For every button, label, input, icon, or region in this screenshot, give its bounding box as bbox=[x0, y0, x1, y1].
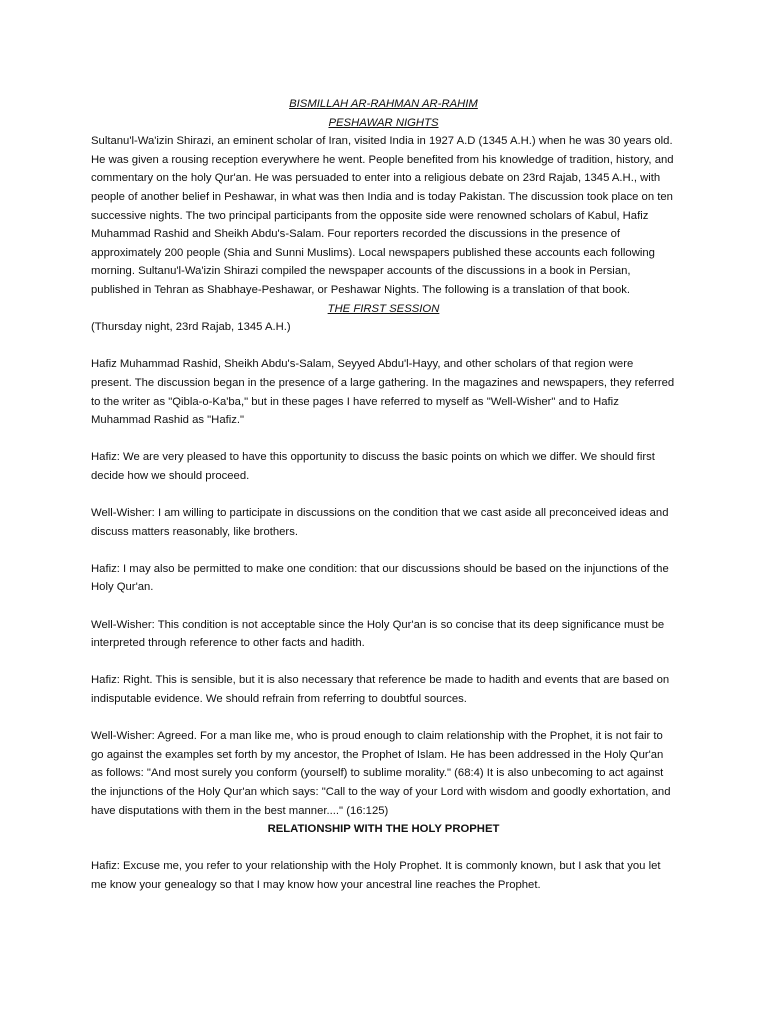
paragraph-gap bbox=[91, 541, 676, 560]
intro-paragraph: Sultanu'l-Wa'izin Shirazi, an eminent scholar of Iran, visited India in 1927 A.D (1345 A.H.) when he was 30 years old. He was given a rousing reception everywhere he went. People benefited from his knowledge of tradition, history, and commentary on the holy Qur'an. He was persuaded to enter into a religious debate on 23rd Rajab, 1345 A.H., with people of another belief in Peshawar, in what was then India and is today Pakistan. The discussion took place on ten successive nights. The two principal participants from the opposite side were renowned scholars of Kabul, Hafiz Muhammad Rashid and Sheikh Abdu's-Salam. Four reporters recorded the discussions in the presence of approximately 200 people (Shia and Sunni Muslims). Local newspapers published these accounts each following morning. Sultanu'l-Wa'izin Shirazi compiled the newspaper accounts of the discussions in a book in Persian, published in Tehran as Shabhaye-Peshawar, or Peshawar Nights. The following is a translation of that book. bbox=[91, 135, 674, 296]
paragraph-gap bbox=[91, 597, 676, 616]
paragraph-gap bbox=[91, 653, 676, 672]
document-title: BISMILLAH AR-RAHMAN AR-RAHIM bbox=[289, 98, 478, 110]
paragraph-gap bbox=[91, 839, 676, 858]
body-paragraph: Hafiz: Right. This is sensible, but it is also necessary that reference be made to hadith and events that are based on indisputable evidence. We should refrain from referring to doubtful sources. bbox=[91, 674, 670, 705]
body-paragraph: Hafiz: Excuse me, you refer to your relationship with the Holy Prophet. It is commonly known, but I ask that you let me know your genealogy so that I may know how your ancestral line reaches the Prophet. bbox=[91, 860, 661, 891]
body-paragraph: Well-Wisher: This condition is not acceptable since the Holy Qur'an is so concise that its deep significance must be interpreted through reference to other facts and hadith. bbox=[91, 618, 665, 650]
paragraph-gap bbox=[91, 430, 676, 449]
document-page bbox=[91, 95, 676, 895]
body-paragraph: Well-Wisher: Agreed. For a man like me, who is proud enough to claim relationship with the Prophet, it is not fair to go against the examples set forth by my ancestor, the Prophet of Islam. He has been addressed in the Holy Qur'an as follows: "And most surely you conform (yourself) to sublime morality." (68:4) It is also unbecoming to act against the injunctions of the Holy Qur'an which says: "Call to the way of your Lord with wisdom and goodly exhortation, and have disputations with them in the best manner...." (16:125) bbox=[91, 730, 671, 817]
session-date: (Thursday night, 23rd Rajab, 1345 A.H.) bbox=[91, 321, 291, 334]
paragraph-gap bbox=[91, 337, 676, 356]
body-paragraph: Hafiz: I may also be permitted to make one condition: that our discussions should be based on the injunctions of the Holy Qur'an. bbox=[91, 562, 669, 594]
section-heading-relationship: RELATIONSHIP WITH THE HOLY PROPHET bbox=[267, 823, 500, 836]
body-paragraph: Well-Wisher: I am willing to participate in discussions on the condition that we cast aside all preconceived ideas and discuss matters reasonably, like brothers. bbox=[91, 507, 669, 538]
document-subtitle: PESHAWAR NIGHTS bbox=[328, 116, 439, 129]
section-heading-first-session: THE FIRST SESSION bbox=[327, 302, 440, 315]
body-paragraph: Hafiz Muhammad Rashid, Sheikh Abdu's-Salam, Seyyed Abdu'l-Hayy, and other scholars of that region were present. The discussion began in the presence of a large gathering. In the magazines and newspapers, they referred to the writer as "Qibla-o-Ka'ba," but in these pages I have referred to myself as "Well-Wisher" and to Hafiz Muhammad Rashid as "Hafiz." bbox=[91, 358, 675, 427]
paragraph-gap bbox=[91, 709, 676, 728]
body-paragraph: Hafiz: We are very pleased to have this opportunity to discuss the basic points on which we differ. We should first decide how we should proceed. bbox=[91, 451, 655, 482]
paragraph-gap bbox=[91, 485, 676, 504]
